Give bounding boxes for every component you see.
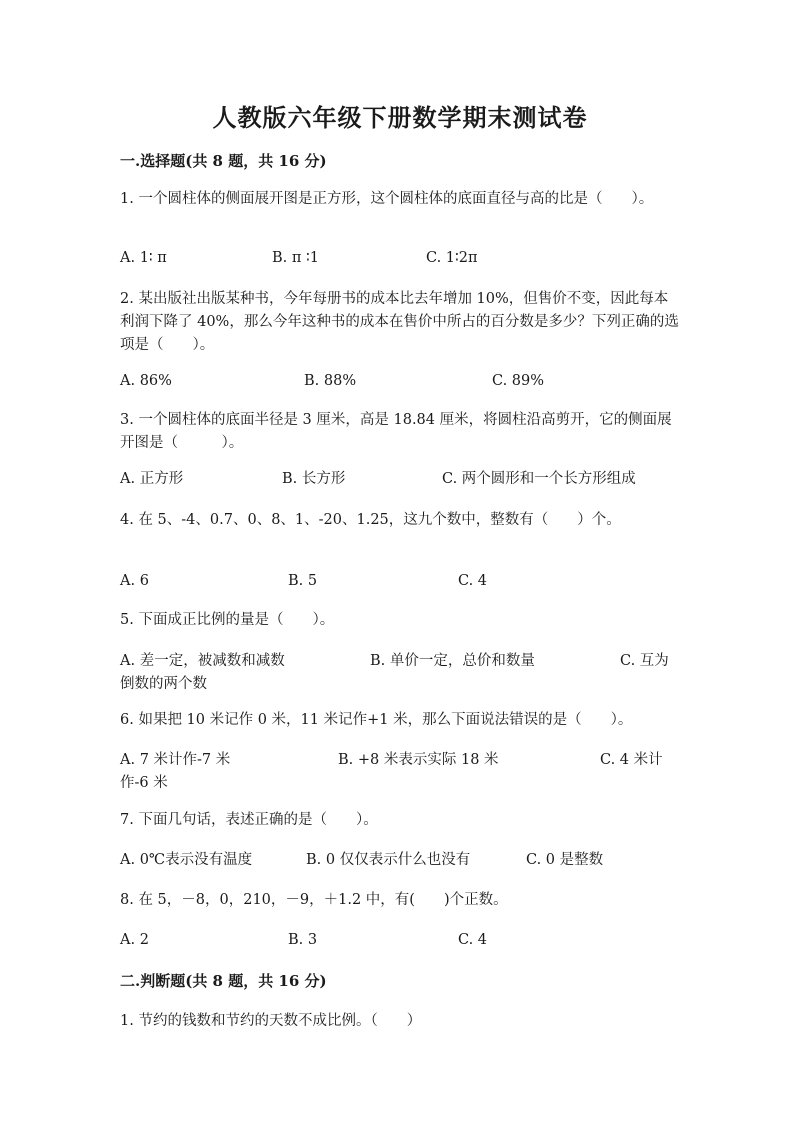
question-3: 3. 一个圆柱体的底面半径是 3 厘米，高是 18.84 厘米，将圆柱沿高剪开，它的侧面展开图是（ ）。 xyxy=(120,412,672,451)
option-c: C. 1∶2π xyxy=(426,250,478,266)
option-b: B. 88% xyxy=(304,373,357,389)
question-6: 6. 如果把 10 米记作 0 米，11 米记作+1 米，那么下面说法错误的是（ ）。 xyxy=(120,712,633,728)
options-row-2 xyxy=(120,370,680,394)
options-row-1 xyxy=(120,247,680,271)
option-a: A. 正方形 xyxy=(120,471,184,487)
section-heading-multiple-choice: 一.选择题(共 8 题，共 16 分) xyxy=(120,152,327,170)
option-c: C. 4 xyxy=(458,573,488,589)
options-row-7 xyxy=(120,849,680,873)
option-a: A. 6 xyxy=(120,573,149,589)
option-a: A. 7 米计作-7 米 xyxy=(120,752,231,768)
question-7: 7. 下面几句话，表述正确的是（ ）。 xyxy=(120,812,378,828)
option-c: C. 4 xyxy=(458,932,488,948)
section-heading-true-false: 二.判断题(共 8 题，共 16 分) xyxy=(120,972,327,990)
options-row-5 xyxy=(120,650,680,698)
question-8: 8. 在 5，－8，0，210，－9，＋1.2 中，有( )个正数。 xyxy=(120,892,508,908)
options-row-6 xyxy=(120,749,680,797)
option-c: C. 0 是整数 xyxy=(526,852,604,868)
judgement-1: 1. 节约的钱数和节约的天数不成比例。（ ） xyxy=(120,1013,422,1029)
option-b: B. 5 xyxy=(288,573,318,589)
option-c: C. 4 米计作-6 米 xyxy=(120,752,663,791)
options-row-8 xyxy=(120,929,680,953)
question-2: 2. 某出版社出版某种书，今年每册书的成本比去年增加 10%，但售价不变，因此每本利润下降了 40%，那么今年这种书的成本在售价中所占的百分数是多少？下列正确的选项是（ ）。 xyxy=(120,291,679,353)
option-b: B. 单价一定，总价和数量 xyxy=(370,653,535,669)
options-row-3 xyxy=(120,468,680,492)
option-a: A. 0℃表示没有温度 xyxy=(120,852,253,868)
option-c: C. 互为倒数的两个数 xyxy=(120,653,669,692)
option-b: B. 长方形 xyxy=(282,471,346,487)
page-title: 人教版六年级下册数学期末测试卷 xyxy=(212,103,588,132)
option-a: A. 86% xyxy=(120,373,172,389)
option-c: C. 两个圆形和一个长方形组成 xyxy=(442,471,636,487)
option-b: B. 3 xyxy=(288,932,318,948)
options-row-4 xyxy=(120,570,680,594)
option-a: A. 2 xyxy=(120,932,149,948)
question-1: 1. 一个圆柱体的侧面展开图是正方形，这个圆柱体的底面直径与高的比是（ ）。 xyxy=(120,191,654,207)
option-b: B. π ∶1 xyxy=(272,250,320,266)
option-a: A. 差一定，被减数和减数 xyxy=(120,653,285,669)
option-b: B. 0 仅仅表示什么也没有 xyxy=(306,852,471,868)
option-b: B. +8 米表示实际 18 米 xyxy=(338,752,499,768)
question-5: 5. 下面成正比例的量是（ ）。 xyxy=(120,612,335,628)
option-c: C. 89% xyxy=(492,373,545,389)
option-a: A. 1∶ π xyxy=(120,250,167,266)
question-4: 4. 在 5、-4、0.7、0、8、1、-20、1.25，这九个数中，整数有（ ）个。 xyxy=(120,512,621,528)
